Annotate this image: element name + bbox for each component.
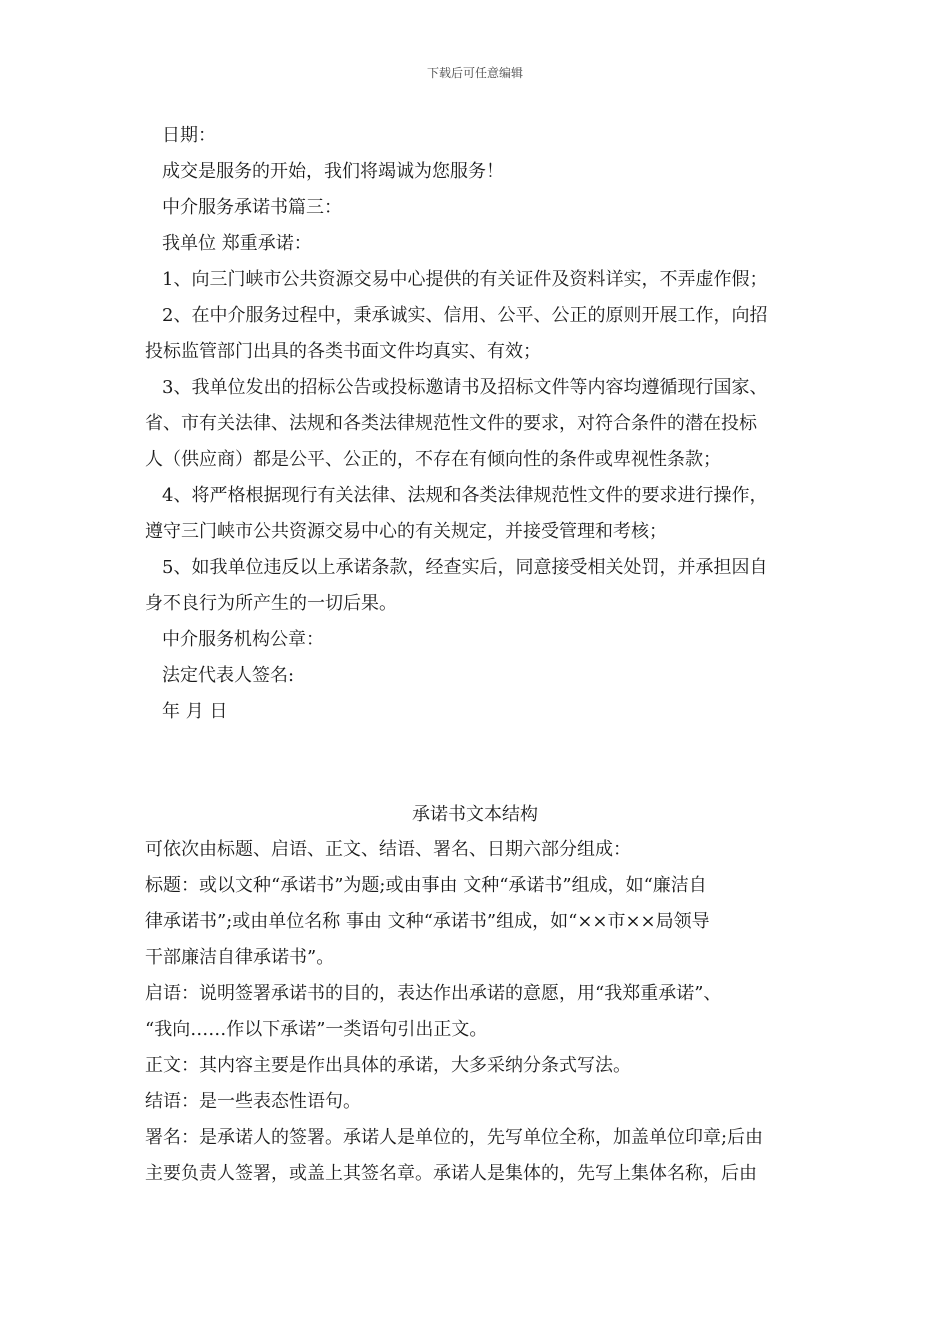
paragraph-2-line-1: 标题：或以文种“承诺书”为题;或由事由 文种“承诺书”组成，如“廉洁自 <box>145 875 707 896</box>
paragraph-4: 正文：其内容主要是作出具体的承诺，大多采纳分条式写法。 <box>145 1055 631 1076</box>
paragraph-5: 结语：是一些表态性语句。 <box>145 1091 361 1112</box>
paragraph-3-line-2: “我向……作以下承诺”一类语句引出正文。 <box>145 1019 488 1040</box>
item-2-line-2: 投标监管部门出具的各类书面文件均真实、有效； <box>145 341 541 362</box>
date-ymd-line: 年 月 日 <box>162 701 228 722</box>
paragraph-1: 可依次由标题、启语、正文、结语、署名、日期六部分组成： <box>145 839 631 860</box>
item-2-line-1: 2、在中介服务过程中，秉承诚实、信用、公平、公正的原则开展工作，向招 <box>162 305 768 326</box>
paragraph-3-line-1: 启语：说明签署承诺书的目的，表达作出承诺的意愿，用“我郑重承诺”、 <box>145 983 722 1004</box>
item-1: 1、向三门峡市公共资源交易中心提供的有关证件及资料详实，不弄虚作假； <box>162 269 768 290</box>
item-5-line-1: 5、如我单位违反以上承诺条款，经查实后，同意接受相关处罚，并承担因自 <box>162 557 768 578</box>
item-3-line-3: 人（供应商）都是公平、公正的，不存在有倾向性的条件或卑视性条款； <box>145 449 721 470</box>
paragraph-2-line-2: 律承诺书”;或由单位名称 事由 文种“承诺书”组成，如“××市××局领导 <box>145 911 710 932</box>
paragraph-6-line-2: 主要负责人签署，或盖上其签名章。承诺人是集体的，先写上集体名称，后由 <box>145 1163 757 1184</box>
item-4-line-1: 4、将严格根据现行有关法律、法规和各类法律规范性文件的要求进行操作， <box>162 485 768 506</box>
piece-title: 中介服务承诺书篇三： <box>162 197 342 218</box>
item-5-line-2: 身不良行为所产生的一切后果。 <box>145 593 397 614</box>
item-3-line-2: 省、市有关法律、法规和各类法律规范性文件的要求，对符合条件的潜在投标 <box>145 413 757 434</box>
section-title: 承诺书文本结构 <box>412 804 538 825</box>
paragraph-6-line-1: 署名：是承诺人的签署。承诺人是单位的，先写单位全称，加盖单位印章;后由 <box>145 1127 764 1148</box>
signature-line: 法定代表人签名: <box>162 665 295 686</box>
closing-line: 成交是服务的开始，我们将竭诚为您服务！ <box>162 161 504 182</box>
paragraph-2-line-3: 干部廉洁自律承诺书”。 <box>145 947 335 968</box>
header-note: 下载后可任意编辑 <box>426 66 523 80</box>
item-3-line-1: 3、我单位发出的招标公告或投标邀请书及招标文件等内容均遵循现行国家、 <box>162 377 768 398</box>
opening-line: 我单位 郑重承诺： <box>162 233 312 254</box>
date-label: 日期： <box>162 125 216 146</box>
seal-line: 中介服务机构公章： <box>162 629 324 650</box>
item-4-line-2: 遵守三门峡市公共资源交易中心的有关规定，并接受管理和考核； <box>145 521 667 542</box>
